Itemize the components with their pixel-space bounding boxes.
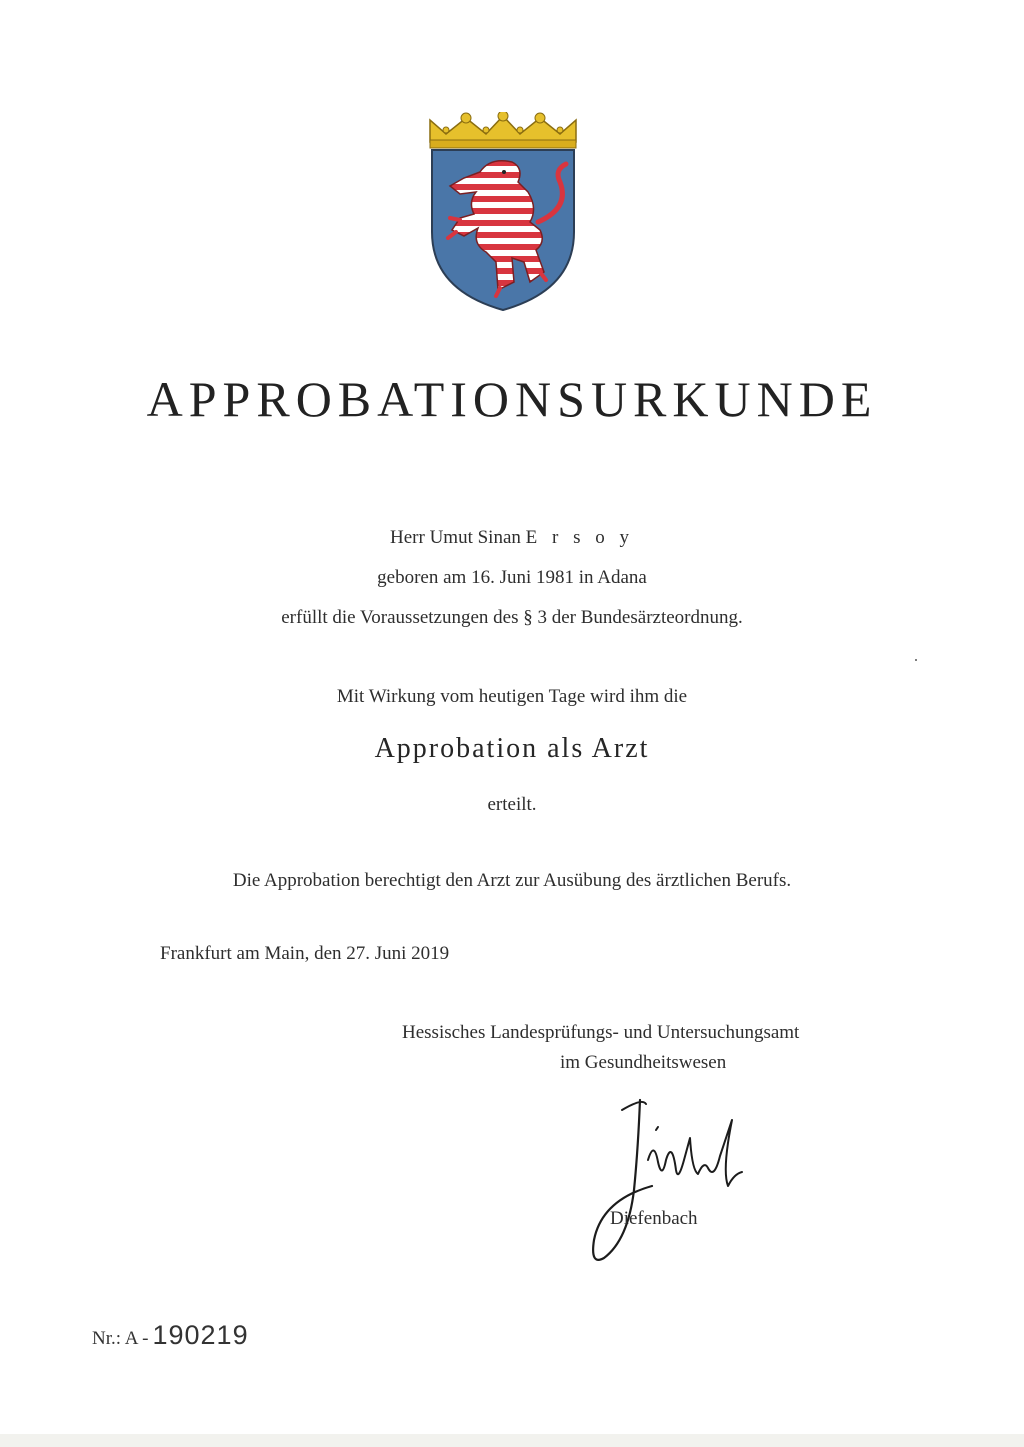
- requirements-line: erfüllt die Voraussetzungen des § 3 der Bundesärzteordnung.: [281, 607, 743, 628]
- signer-name: Diefenbach: [610, 1208, 698, 1229]
- entitlement-line: Die Approbation berechtigt den Arzt zur Ausübung des ärztlichen Berufs.: [232, 870, 792, 891]
- hesse-coat-of-arms-icon: [420, 112, 586, 312]
- number-label: Nr.: A -: [92, 1328, 149, 1349]
- crown: [430, 112, 576, 148]
- birth-line: geboren am 16. Juni 1981 in Adana: [377, 567, 647, 588]
- handwritten-signature: [582, 1090, 752, 1265]
- holder-surname: E r s o y: [525, 527, 634, 548]
- approbation-heading: Approbation als Arzt: [374, 733, 650, 764]
- holder-given-name: Herr Umut Sinan: [390, 527, 521, 548]
- scan-speck: [915, 659, 917, 661]
- holder-name: [0, 527, 1024, 549]
- place-date: Frankfurt am Main, den 27. Juni 2019: [160, 943, 450, 964]
- number-value: 190219: [152, 1320, 249, 1350]
- authority-line-2: im Gesundheitswesen: [560, 1052, 727, 1073]
- document-title: APPROBATIONSURKUNDE: [146, 371, 878, 427]
- scan-bottom-band: [0, 1434, 1024, 1447]
- granted-line: erteilt.: [487, 794, 537, 815]
- authority-line-1: Hessisches Landesprüfungs- und Untersuchungsamt: [402, 1022, 800, 1043]
- effect-line: Mit Wirkung vom heutigen Tage wird ihm die: [336, 686, 688, 707]
- certificate-number: [92, 1320, 249, 1351]
